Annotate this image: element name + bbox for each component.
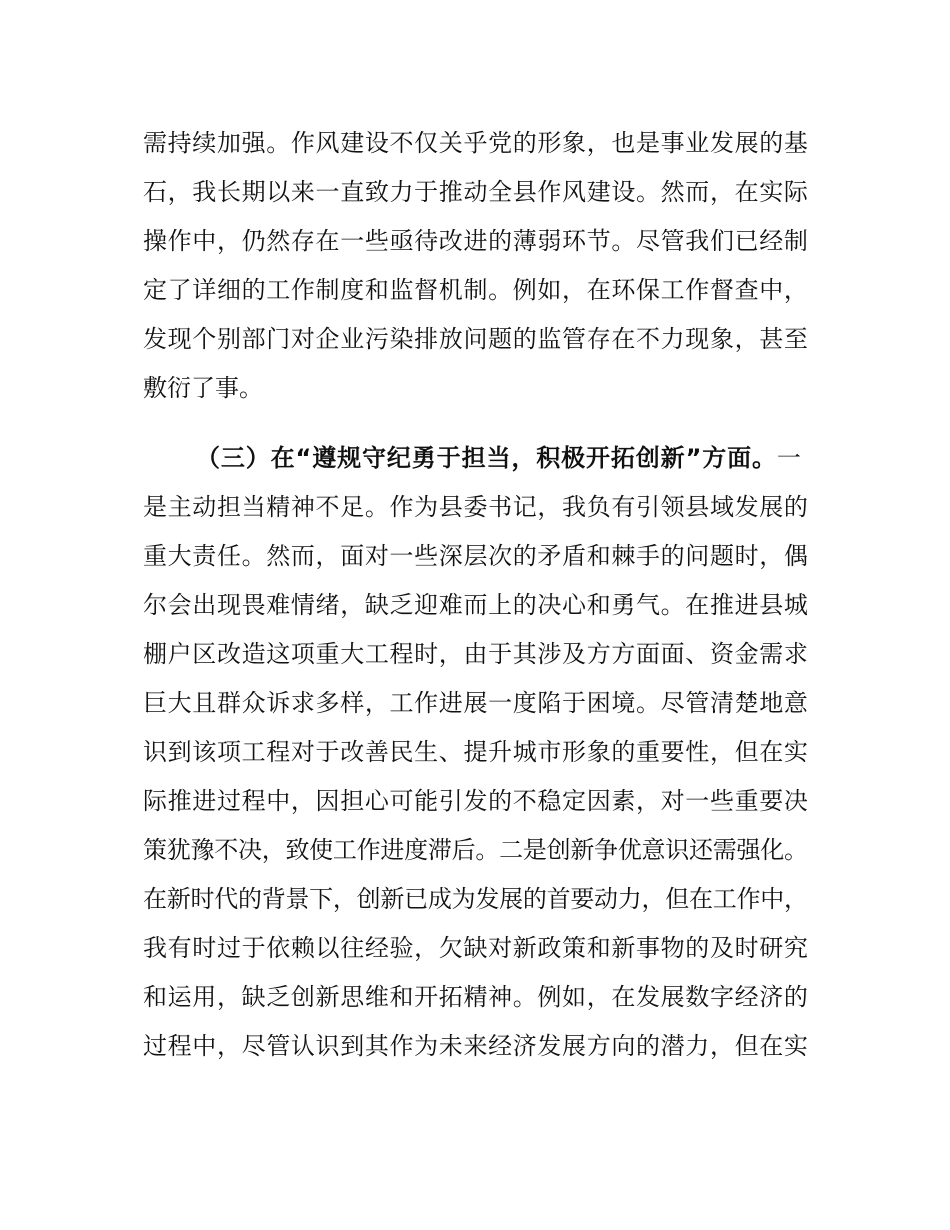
- section-heading: （三）在“遵规守纪勇于担当，积极开拓创新”方面。: [196, 444, 777, 472]
- body-line: 定了详细的工作制度和监督机制。例如，在环保工作督查中，: [143, 276, 809, 304]
- body-line: 过程中，尽管认识到其作为未来经济发展方向的潜力，但在实: [143, 1032, 809, 1060]
- body-line: 在新时代的背景下，创新已成为发展的首要动力，但在工作中，: [143, 885, 808, 913]
- body-line: 和运用，缺乏创新思维和开拓精神。例如，在发展数字经济的: [143, 983, 809, 1011]
- body-line: 策犹豫不决，致使工作进度滞后。二是创新争优意识还需强化。: [143, 836, 808, 864]
- body-line: 重大责任。然而，面对一些深层次的矛盾和棘手的问题时，偶: [143, 542, 809, 570]
- body-line: 际推进过程中，因担心可能引发的不稳定因素，对一些重要决: [143, 787, 809, 815]
- heading-continuation: 一: [776, 444, 802, 472]
- section-heading-line: [196, 442, 802, 474]
- body-line: 操作中，仍然存在一些亟待改进的薄弱环节。尽管我们已经制: [143, 227, 809, 255]
- body-line: 识到该项工程对于改善民生、提升城市形象的重要性，但在实: [143, 738, 809, 766]
- body-line: 是主动担当精神不足。作为县委书记，我负有引领县域发展的: [143, 493, 809, 521]
- body-line: 发现个别部门对企业污染排放问题的监管存在不力现象，甚至: [143, 325, 809, 353]
- body-line: 棚户区改造这项重大工程时，由于其涉及方方面面、资金需求: [143, 640, 809, 668]
- body-line: 巨大且群众诉求多样，工作进展一度陷于困境。尽管清楚地意: [143, 689, 809, 717]
- body-line: 石，我长期以来一直致力于推动全县作风建设。然而，在实际: [143, 178, 809, 206]
- body-line: 尔会出现畏难情绪，缺乏迎难而上的决心和勇气。在推进县城: [143, 591, 809, 619]
- body-line: 敷衍了事。: [143, 374, 263, 402]
- body-line: 需持续加强。作风建设不仅关乎党的形象，也是事业发展的基: [143, 129, 809, 157]
- body-line: 我有时过于依赖以往经验，欠缺对新政策和新事物的及时研究: [143, 934, 809, 962]
